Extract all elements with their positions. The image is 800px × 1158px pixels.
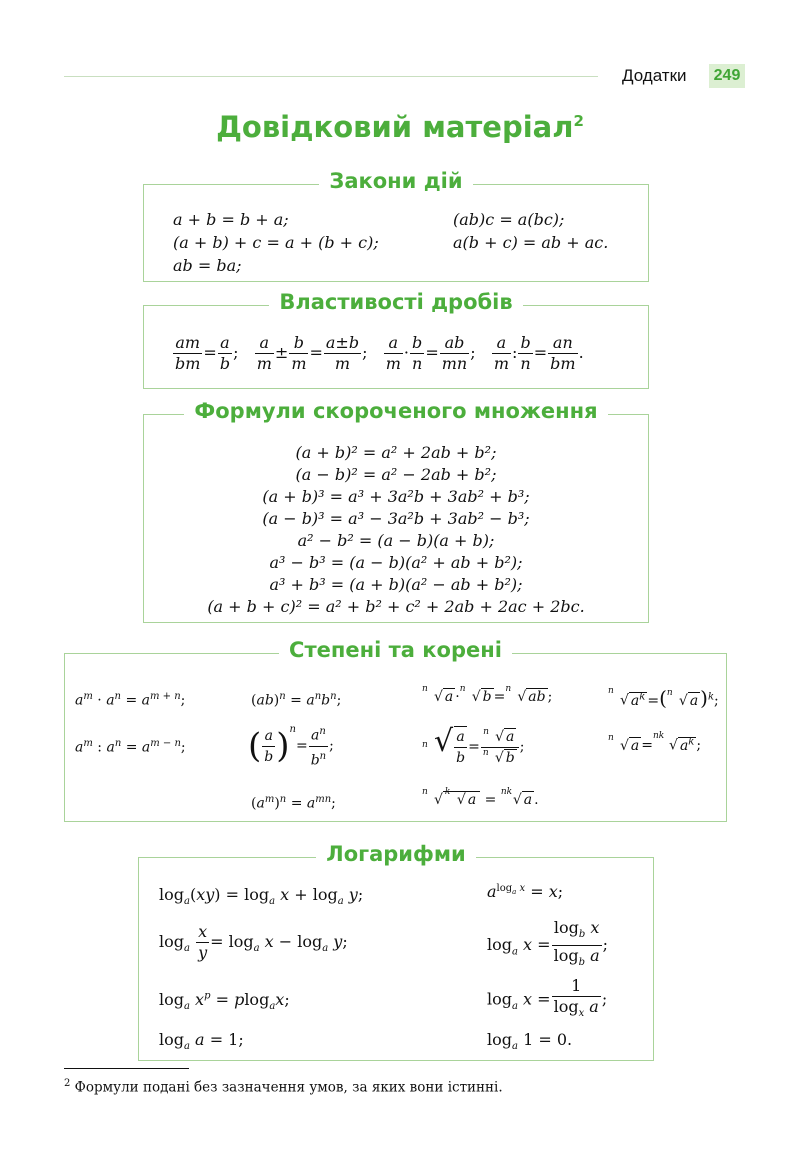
formula: $\log_a$ $\frac{x}{y}$ = $\log_a x - \log_a y$; [159, 922, 348, 962]
formula: n √ a · n √ b = n √ ab ; [422, 684, 553, 705]
formula: $a^{log_a x} = x$; [487, 882, 564, 901]
formula: ab = ba; [173, 256, 242, 275]
formula: $a^m \cdot a^n = a^{m + n}$; [75, 691, 186, 709]
formula: ( $\frac{a}{b}$ )$^n$= $\frac{a^n}{b^n}$ ; [248, 722, 334, 770]
footnote: $^2$ Формули подані без зазначення умов, за яких вони істинні. [64, 1078, 503, 1096]
formula: $a^m$ : $a^n = a^{m - n}$; [75, 738, 186, 756]
formula: n √ $\frac{a}{b}$ = n √ a n √ b ; [422, 724, 525, 766]
formula: $\log_a x$ = $\frac{\log_b x}{\log_b a}$ ; [487, 918, 608, 969]
page-title: Довідковий матеріал$^2$ [216, 110, 584, 144]
formula: n √ $a^k$ =( n √ a )$^k$; [608, 686, 719, 710]
formula: $\log_a x^p = plog_ax$; [159, 990, 290, 1013]
formula: a² − b² = (a − b)(a + b); [297, 531, 495, 550]
formula: (a + b)² = a² + 2ab + b²; [295, 443, 497, 462]
formula: (a − b)² = a² − 2ab + b²; [295, 465, 497, 484]
footnote-rule [64, 1068, 189, 1069]
powers-title: Степені та корені [279, 638, 512, 662]
formula: $(ab)^n = a^nb^n$; [251, 691, 342, 709]
short-mult-title: Формули скороченого множення [184, 399, 607, 423]
formula: a + b = b + a; [173, 210, 289, 229]
formula: (a + b) + c = a + (b + c); [173, 233, 379, 252]
formula: $\log_a 1 = 0$. [487, 1030, 573, 1053]
fractions-box [143, 290, 649, 389]
formula: $\log_a(xy) = \log_a x + \log_a y$; [159, 885, 364, 908]
formula: (a + b)³ = a³ + 3a²b + 3ab² + b³; [262, 487, 530, 506]
short-mult-box [143, 399, 649, 623]
powers-box [64, 638, 727, 822]
formula: a³ − b³ = (a − b)(a² + ab + b²); [269, 553, 523, 572]
formula: (a + b + c)² = a² + b² + c² + 2ab + 2ac + 2bc. [207, 597, 585, 616]
formula: $(a^m)^n = a^{mn}$; [251, 794, 336, 812]
formula: n √ k √ a = nk √ a . [422, 787, 539, 808]
formula: a(b + c) = ab + ac. [453, 233, 609, 252]
formula: a³ + b³ = (a + b)(a² − ab + b²); [269, 575, 523, 594]
formula: $\log_a x$ = $\frac{1}{\log_x a}$ ; [487, 976, 608, 1020]
header-rule [64, 76, 598, 77]
logs-title: Логарифми [316, 842, 475, 866]
formula: (ab)c = a(bc); [453, 210, 565, 229]
fraction-properties: $\frac{am}{bm}$ = $\frac{a}{b}$ ; $\frac{a}{m}$ ± $\frac{b}{m}$ = $\frac{a\pm b}{m}$ ; $\frac{a}{m}$ · $\frac{b}{n}$ = $\frac{ab}{mn}$ ; $\frac{a}{m}$ : $\frac{b}{n}$ = $\frac{an}{bm}$ . [175, 333, 584, 373]
formula: n √ a = nk √ $a^k$ ; [608, 731, 702, 754]
laws-title: Закони дій [319, 169, 472, 193]
laws-box [143, 169, 649, 282]
fractions-title: Властивості дробів [269, 290, 522, 314]
formula: (a − b)³ = a³ − 3a²b + 3ab² − b³; [262, 509, 530, 528]
formula: $\log_a a = 1$; [159, 1030, 244, 1053]
page-number: 249 [709, 64, 745, 88]
running-header: Додатки [622, 66, 687, 85]
logs-box [138, 842, 654, 1061]
